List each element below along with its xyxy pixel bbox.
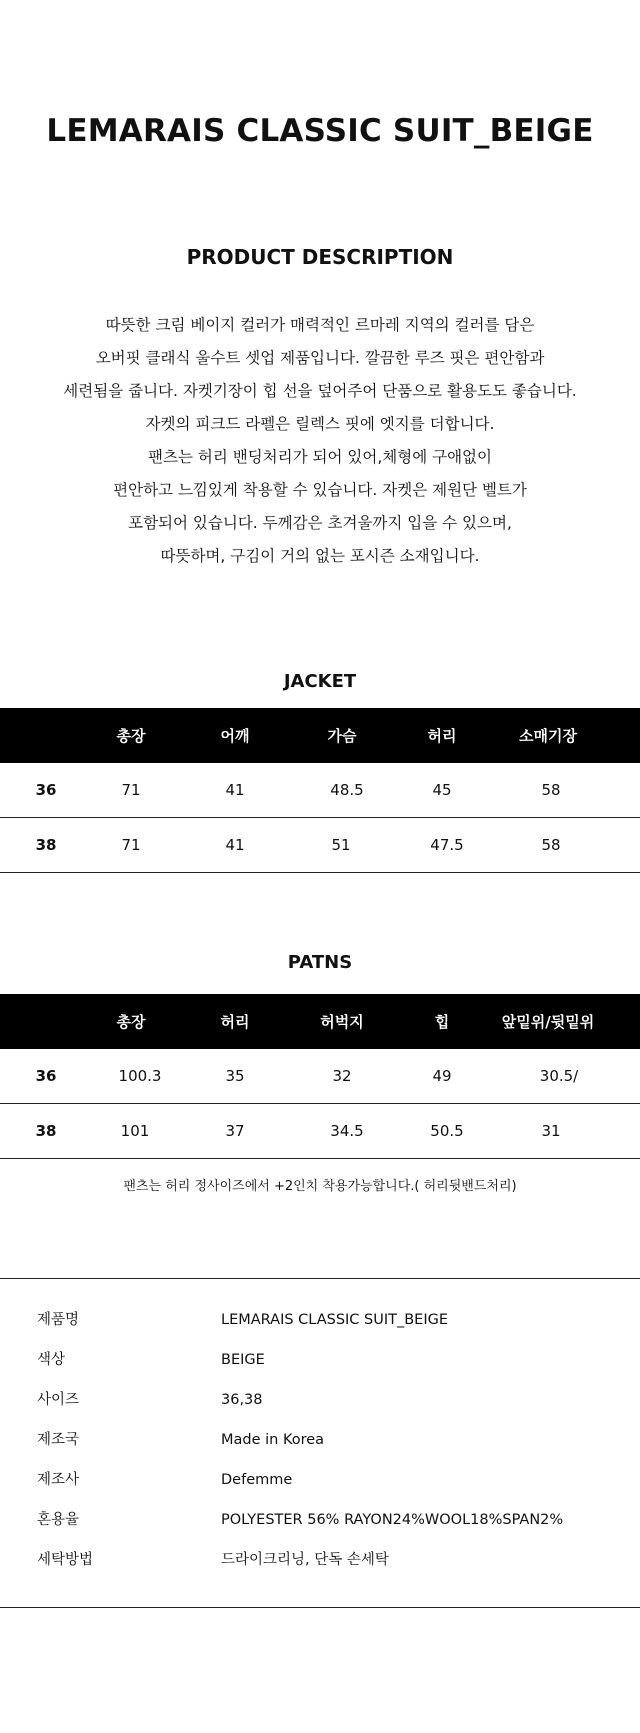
info-value: BEIGE bbox=[221, 1352, 265, 1368]
description-line: 오버핏 클래식 울수트 셋업 제품입니다. 깔끔한 루즈 핏은 편안함과 bbox=[95, 349, 545, 367]
table-cell: 100.3 bbox=[118, 1067, 162, 1085]
info-row bbox=[0, 1460, 640, 1500]
info-row bbox=[0, 1540, 640, 1580]
info-row bbox=[0, 1420, 640, 1460]
table-cell: 34.5 bbox=[330, 1122, 364, 1140]
description-line: 따뜻한 크림 베이지 컬러가 매력적인 르마레 지역의 컬러를 담은 bbox=[105, 316, 535, 334]
column-header: 허리 bbox=[220, 1013, 250, 1031]
table-cell: 31 bbox=[541, 1122, 561, 1140]
column-header: 어깨 bbox=[220, 727, 250, 745]
table-header-row bbox=[0, 994, 640, 1049]
table-cell: 41 bbox=[225, 781, 245, 799]
table-header-row bbox=[0, 708, 640, 763]
info-value: POLYESTER 56% RAYON24%WOOL18%SPAN2% bbox=[221, 1512, 564, 1528]
pants-heading: PATNS bbox=[287, 952, 353, 973]
jacket-size-table bbox=[0, 708, 640, 873]
column-header: 총장 bbox=[116, 1013, 146, 1031]
column-header: 허리 bbox=[427, 727, 457, 745]
table-cell: 58 bbox=[541, 781, 561, 799]
table-cell: 49 bbox=[432, 1067, 452, 1085]
table-cell: 101 bbox=[120, 1122, 150, 1140]
info-label: 혼용율 bbox=[37, 1512, 80, 1528]
table-row bbox=[0, 818, 640, 873]
table-cell: 47.5 bbox=[430, 836, 464, 854]
table-cell: 32 bbox=[332, 1067, 352, 1085]
info-value: Defemme bbox=[221, 1472, 293, 1488]
info-row bbox=[0, 1340, 640, 1380]
column-header: 앞밑위/뒷밑위 bbox=[501, 1013, 595, 1031]
info-label: 제조국 bbox=[37, 1432, 80, 1448]
description-line: 자켓의 피크드 라펠은 릴렉스 핏에 엣지를 더합니다. bbox=[145, 415, 495, 433]
description-line: 따뜻하며, 구김이 거의 없는 포시즌 소재입니다. bbox=[160, 547, 480, 565]
info-row bbox=[0, 1380, 640, 1420]
product-description bbox=[0, 309, 640, 573]
product-title: LEMARAIS CLASSIC SUIT_BEIGE bbox=[46, 113, 594, 149]
table-cell: 50.5 bbox=[430, 1122, 464, 1140]
table-cell: 71 bbox=[121, 781, 141, 799]
table-cell: 48.5 bbox=[330, 781, 364, 799]
size-label: 36 bbox=[35, 1067, 57, 1085]
size-label: 36 bbox=[35, 781, 57, 799]
info-value: 드라이크리닝, 단독 손세탁 bbox=[221, 1552, 389, 1568]
table-cell: 30.5/ bbox=[539, 1067, 579, 1085]
product-info-table bbox=[0, 1278, 640, 1608]
description-line: 포함되어 있습니다. 두께감은 초겨울까지 입을 수 있으며, bbox=[128, 514, 512, 532]
table-row bbox=[0, 763, 640, 818]
info-label: 사이즈 bbox=[37, 1392, 80, 1408]
pants-fit-note: 팬츠는 허리 정사이즈에서 +2인치 착용가능합니다.( 허리뒷밴드처리) bbox=[123, 1179, 517, 1194]
jacket-heading: JACKET bbox=[283, 671, 357, 692]
column-header: 총장 bbox=[116, 727, 146, 745]
table-cell: 45 bbox=[432, 781, 452, 799]
description-line: 팬츠는 허리 밴딩처리가 되어 있어,체형에 구애없이 bbox=[148, 448, 492, 466]
description-line: 세련됨을 줍니다. 자켓기장이 힙 선을 덮어주어 단품으로 활용도도 좋습니다. bbox=[63, 382, 577, 400]
info-label: 제조사 bbox=[37, 1472, 80, 1488]
info-value: 36,38 bbox=[221, 1392, 263, 1408]
description-heading: PRODUCT DESCRIPTION bbox=[186, 245, 454, 269]
table-cell: 51 bbox=[331, 836, 351, 854]
info-value: LEMARAIS CLASSIC SUIT_BEIGE bbox=[221, 1312, 449, 1328]
info-row bbox=[0, 1300, 640, 1340]
info-row bbox=[0, 1500, 640, 1540]
column-header: 소매기장 bbox=[519, 727, 577, 745]
info-label: 제품명 bbox=[37, 1312, 80, 1328]
column-header: 힙 bbox=[434, 1013, 450, 1031]
table-cell: 41 bbox=[225, 836, 245, 854]
table-row bbox=[0, 1104, 640, 1159]
table-cell: 37 bbox=[225, 1122, 245, 1140]
column-header: 가슴 bbox=[327, 727, 357, 745]
size-label: 38 bbox=[35, 1122, 57, 1140]
column-header: 허벅지 bbox=[320, 1013, 364, 1031]
table-row bbox=[0, 1049, 640, 1104]
info-label: 세탁방법 bbox=[37, 1552, 94, 1568]
info-value: Made in Korea bbox=[221, 1432, 325, 1448]
table-cell: 71 bbox=[121, 836, 141, 854]
description-line: 편안하고 느낌있게 착용할 수 있습니다. 자켓은 제원단 벨트가 bbox=[113, 481, 527, 499]
info-label: 색상 bbox=[37, 1352, 66, 1368]
size-label: 38 bbox=[35, 836, 57, 854]
table-cell: 58 bbox=[541, 836, 561, 854]
table-cell: 35 bbox=[225, 1067, 245, 1085]
pants-size-table bbox=[0, 994, 640, 1159]
